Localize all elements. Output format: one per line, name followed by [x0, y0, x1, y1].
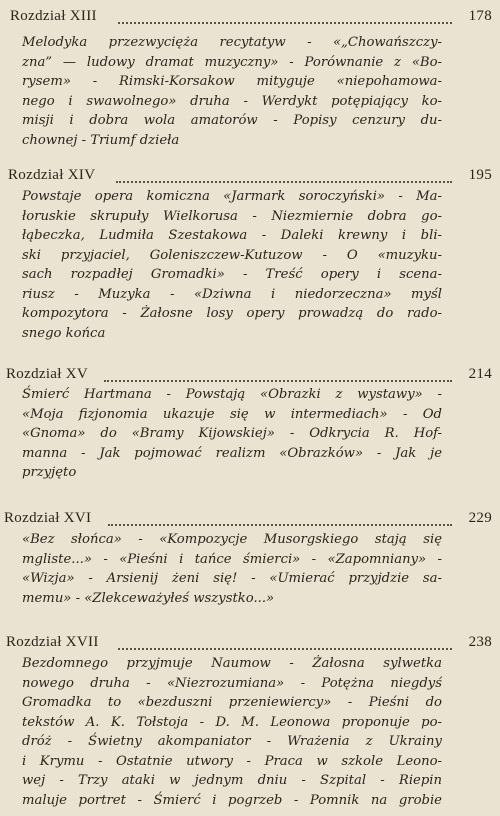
chapter-summary [22, 33, 442, 150]
summary-line: Melodyka przezwycięża recytatyw - «„Chowańszczy- [22, 35, 442, 50]
summary-line: Bezdomnego przyjmuje Naumow - Żałosna sylwetka [22, 656, 442, 671]
chapter-summary [22, 530, 442, 608]
summary-line: snego końca [22, 325, 106, 341]
chapter-page-number: 229 [468, 510, 492, 526]
summary-line: mgliste...» - «Pieśni i tańce śmierci» - «Zapomniany» - [22, 551, 442, 567]
summary-line: łoruskie skrupuły Wielkorusa - Niezmiernie dobra go- [22, 208, 442, 224]
summary-line: zna” — ludowy dramat muzyczny» - Porównanie z «Bo- [22, 54, 442, 70]
summary-line: maluje portret - Śmierć i pogrzeb - Pomnik na grobie [22, 792, 442, 808]
summary-line: misji i dobra wola amatorów - Popisy cenzury du- [22, 113, 442, 128]
summary-line: dróż - Świetny akompaniator - Wrażenia z Ukrainy [22, 734, 442, 749]
chapter-heading [0, 167, 500, 189]
summary-line: sach rozpadłej Gromadki» - Treść opery i scena- [22, 267, 442, 282]
summary-line: «Bez słońca» - «Kompozycje Musorgskiego stają się [22, 532, 442, 547]
summary-line: «Moja fizjonomia ukazuje się w intermediach» - Od [22, 406, 442, 422]
chapter-entry-xiv [0, 167, 500, 341]
summary-line: wej - Trzy ataki w jednym dniu - Szpital - Riepin [22, 773, 442, 788]
chapter-entry-xv [0, 366, 500, 480]
summary-line: Gromadka to «bezduszni przeniewiercy» - Pieśni do [22, 695, 442, 710]
chapter-entry-xvi [0, 510, 500, 606]
chapter-heading [0, 634, 500, 656]
chapter-page-number: 214 [468, 366, 492, 382]
summary-line: ski przyjaciel, Goleniszczew-Kutuzow - O «muzyku- [22, 247, 442, 263]
chapter-summary [22, 385, 442, 483]
chapter-page-number: 195 [468, 167, 492, 183]
chapter-entry-xiii [0, 8, 500, 148]
summary-line: łąbeczka, Ludmiła Szestakowa - Daleki krewny i bli- [22, 228, 442, 243]
summary-line: «Wizja» - Arsienij żeni się! - «Umierać przyjdzie sa- [22, 571, 442, 586]
chapter-entry-xvii [0, 634, 500, 808]
chapter-title: Rozdział XIV [8, 167, 96, 183]
summary-line: rysem» - Rimski-Korsakow mityguje «niepohamowa- [22, 74, 442, 89]
chapter-summary [22, 187, 442, 343]
chapter-page-number: 238 [468, 634, 492, 650]
chapter-heading [0, 8, 500, 30]
dot-leader [118, 2, 452, 24]
chapter-summary [22, 654, 442, 810]
dot-leader [118, 628, 452, 650]
dot-leader [104, 360, 452, 382]
summary-line: tekstów A. K. Tołstoja - D. M. Leonowa proponuje po- [22, 714, 442, 730]
chapter-title: Rozdział XIII [10, 8, 97, 24]
summary-line: kompozytora - Żałosne losy opery prowadzą do rado- [22, 306, 442, 321]
chapter-heading [0, 510, 500, 532]
summary-line: «Gnoma» do «Bramy Kijowskiej» - Odkrycia R. Hof- [22, 426, 442, 441]
summary-line: Powstaje opera komiczna «Jarmark soroczyński» - Ma- [22, 189, 442, 204]
summary-line: przyjęto [22, 465, 77, 480]
chapter-title: Rozdział XVI [4, 510, 92, 526]
summary-line: riusz - Muzyka - «Dziwna i niedorzeczna» myśl [22, 286, 442, 302]
summary-line: nego i swawolnego» druha - Werdykt potępiający ko- [22, 93, 442, 109]
summary-line: nowego druha - «Niezrozumiana» - Potężna niegdyś [22, 675, 442, 691]
chapter-page-number: 178 [468, 8, 492, 24]
summary-line: chownej - Triumf dzieła [22, 132, 180, 148]
dot-leader [108, 504, 452, 526]
chapter-title: Rozdział XV [6, 366, 89, 382]
dot-leader [116, 161, 452, 183]
chapter-title: Rozdział XVII [6, 634, 99, 650]
summary-line: manna - Jak pojmować realizm «Obrazków» - Jak je [22, 445, 442, 461]
summary-line: Śmierć Hartmana - Powstają «Obrazki z wystawy» - [22, 387, 442, 402]
summary-line: memu» - «Zlekceważyłeś wszystko...» [22, 590, 275, 606]
summary-line: i Krymu - Ostatnie utwory - Praca w szkole Leono- [22, 753, 442, 769]
